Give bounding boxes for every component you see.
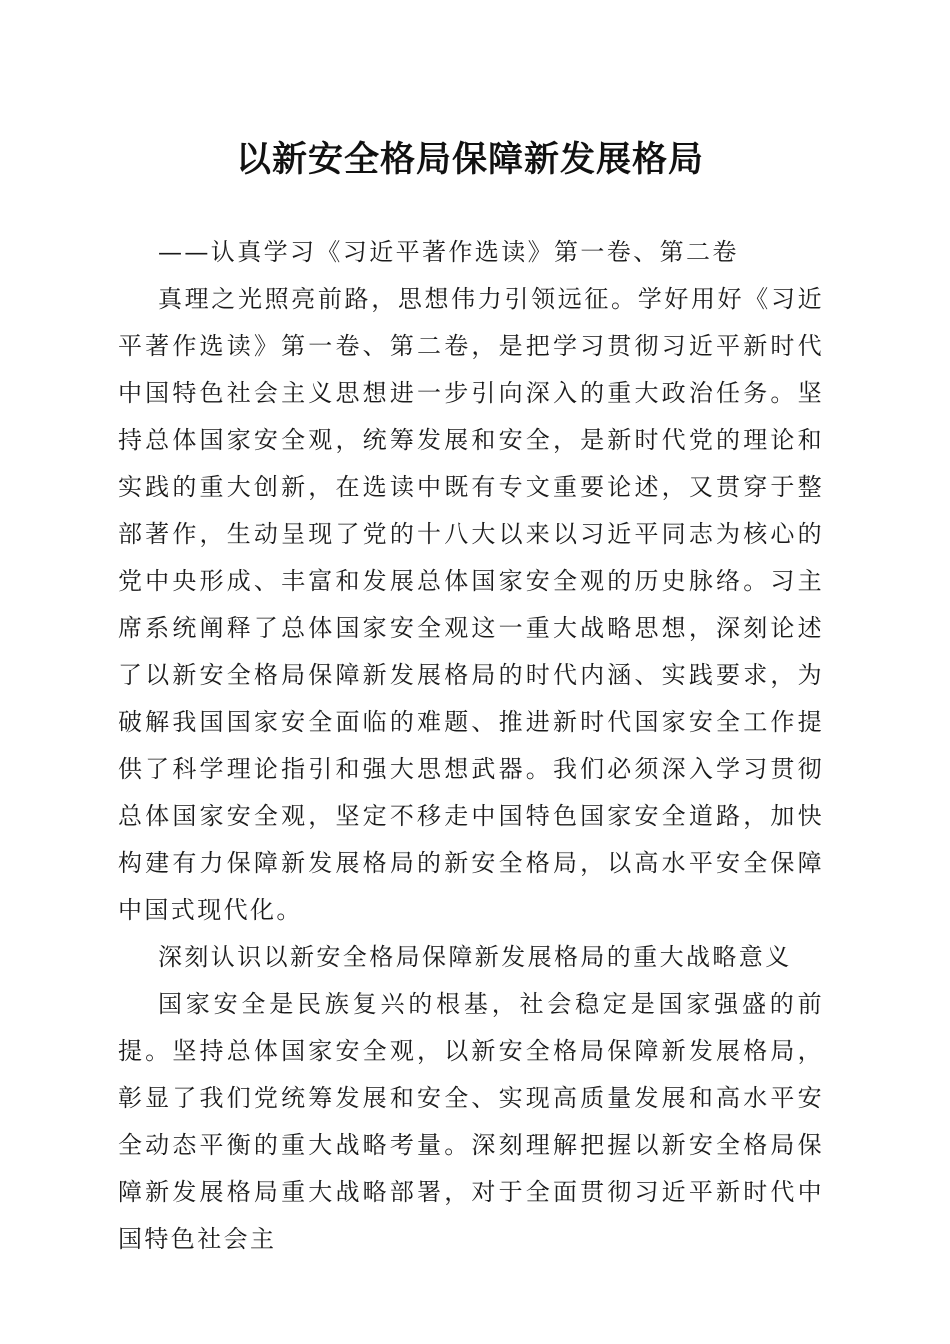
document-body [118, 276, 824, 1263]
paragraph-section-1: 国家安全是民族复兴的根基，社会稳定是国家强盛的前提。坚持总体国家安全观，以新安全格局保障新发展格局，彰显了我们党统筹发展和安全、实现高质量发展和高水平安全动态平衡的重大战略考量。深刻理解把握以新安全格局保障新发展格局重大战略部署，对于全面贯彻习近平新时代中国特色社会主 [118, 990, 824, 1253]
paragraph-intro: 真理之光照亮前路，思想伟力引领远征。学好用好《习近平著作选读》第一卷、第二卷，是把学习贯彻习近平新时代中国特色社会主义思想进一步引向深入的重大政治任务。坚持总体国家安全观，统筹发展和安全，是新时代党的理论和实践的重大创新，在选读中既有专文重要论述，又贯穿于整部著作，生动呈现了党的十八大以来以习近平同志为核心的党中央形成、丰富和发展总体国家安全观的历史脉络。习主席系统阐释了总体国家安全观这一重大战略思想，深刻论述了以新安全格局保障新发展格局的时代内涵、实践要求，为破解我国国家安全面临的难题、推进新时代国家安全工作提供了科学理论指引和强大思想武器。我们必须深入学习贯彻总体国家安全观，坚定不移走中国特色国家安全道路，加快构建有力保障新发展格局的新安全格局，以高水平安全保障中国式现代化。 [118, 285, 824, 924]
document-title: 以新安全格局保障新发展格局 [235, 139, 704, 180]
document-subtitle: ——认真学习《习近平著作选读》第一卷、第二卷 [158, 238, 739, 266]
section-heading: 深刻认识以新安全格局保障新发展格局的重大战略意义 [158, 943, 792, 971]
